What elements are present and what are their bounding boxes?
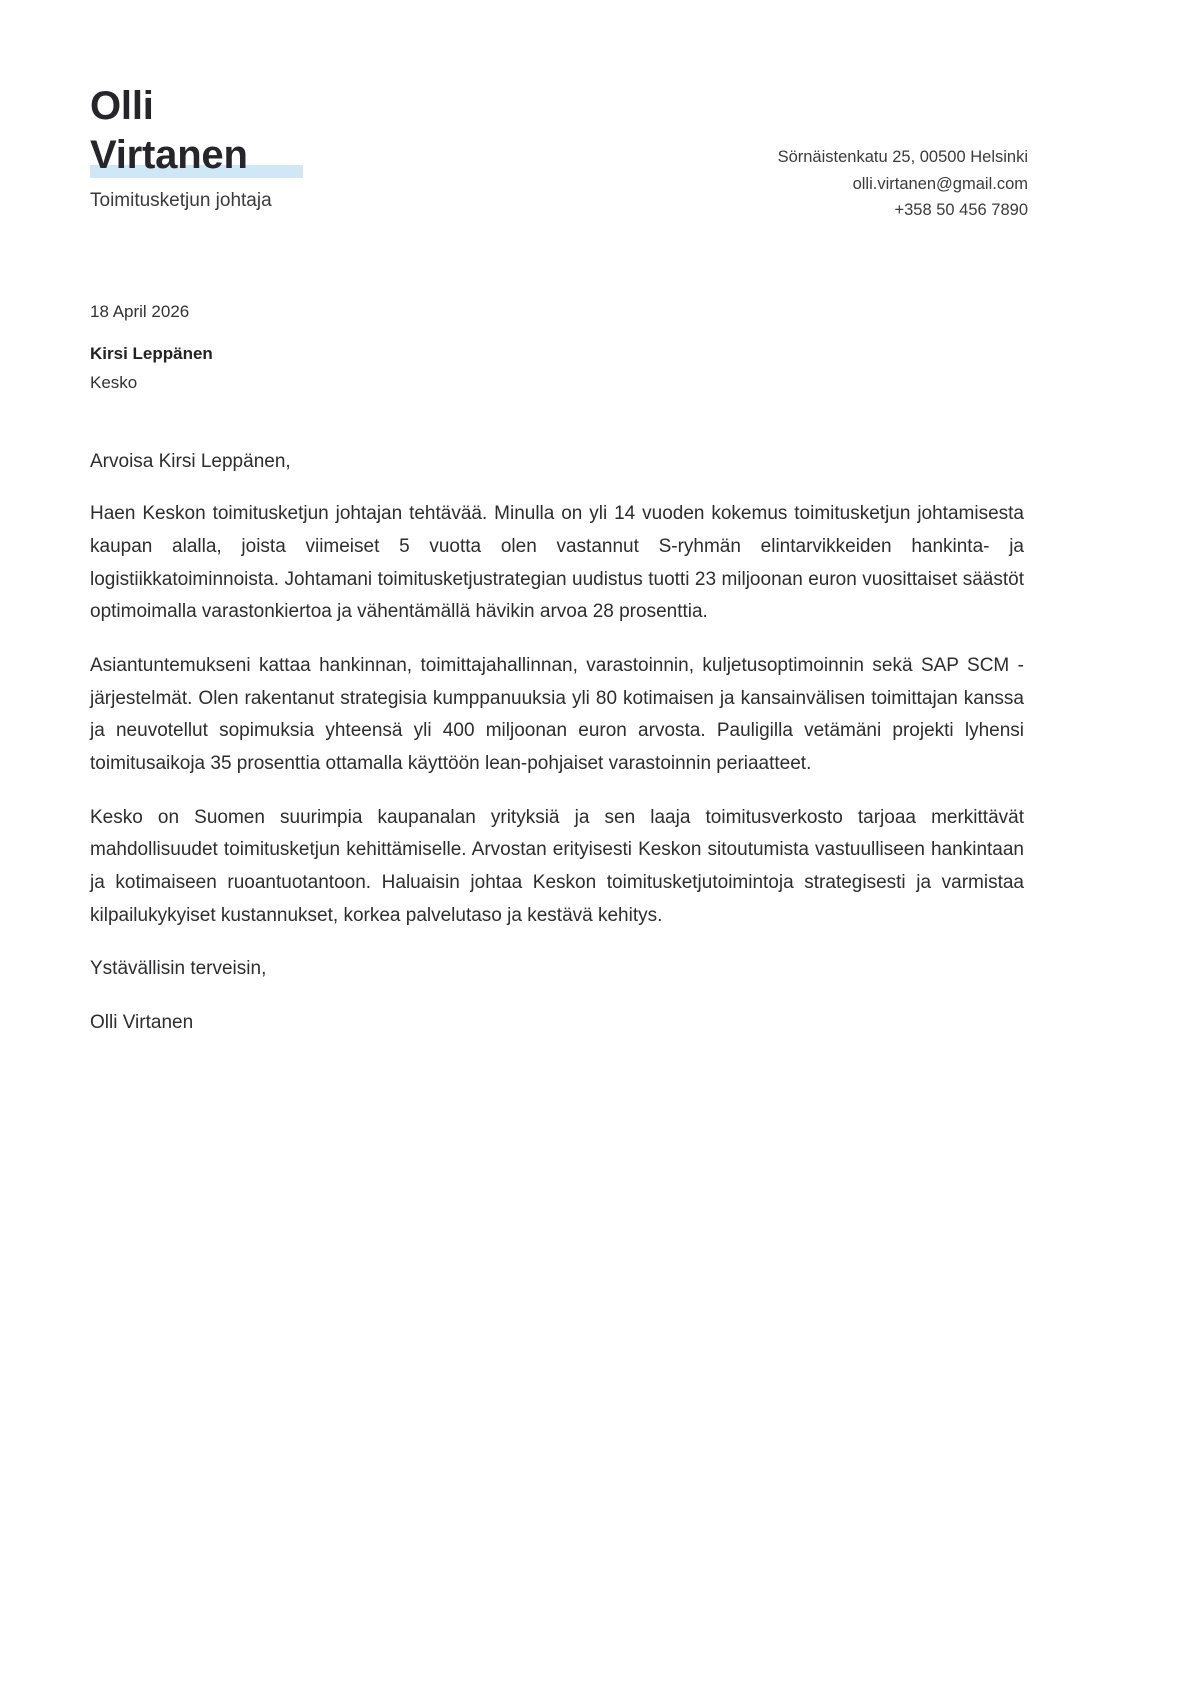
letter-header [90, 78, 1028, 224]
letter-salutation: Arvoisa Kirsi Leppänen, [90, 450, 291, 472]
letter-paragraph: Haen Keskon toimitusketjun johtajan tehtävää. Minulla on yli 14 vuoden kokemus toimitusketjun johtamisesta kaupan alalla, joista viimeiset 5 vuotta olen vastannut S-ryhmän elintarvikkeiden hankinta- ja logistiikkatoiminnoista. Johtamani toimitusketjustrategian uudistus tuotti 23 miljoonan euron vuosittaiset säästöt optimoimalla varastonkiertoa ja vähentämällä hävikin arvoa 28 prosenttia. [90, 503, 1024, 623]
contact-block [778, 78, 1028, 224]
contact-email[interactable]: olli.virtanen@gmail.com [852, 174, 1028, 193]
sender-last-name: Virtanen [90, 132, 248, 177]
sender-identity [90, 78, 272, 213]
letter-paragraph: Kesko on Suomen suurimpia kaupanalan yrityksiä ja sen laaja toimitusverkosto tarjoaa merkittävät mahdollisuudet toimitusketjun kehittämiselle. Arvostan erityisesti Keskon sitoutumista vastuulliseen hankintaan ja kotimaiseen ruoantuotantoon. Haluaisin johtaa Keskon toimitusketjutoimintoja strategisesti ja varmistaa kilpailukykyiset kustannukset, korkea palvelutaso ja kestävä kehitys. [90, 806, 1024, 926]
contact-address: Sörnäistenkatu 25, 00500 Helsinki [777, 148, 1028, 166]
letter-closing: Ystävällisin terveisin, [90, 958, 267, 980]
sender-name-block [90, 82, 248, 180]
letter-body [90, 447, 1024, 1040]
recipient-name: Kirsi Leppänen [90, 344, 213, 364]
sender-job-title: Toimitusketjun johtaja [90, 189, 272, 211]
sender-last-name-wrap [90, 131, 248, 180]
letter-paragraph: Asiantuntemukseni kattaa hankinnan, toimittajahallinnan, varastoinnin, kuljetusoptimoinnin sekä SAP SCM -järjestelmät. Olen rakentanut strategisia kumppanuuksia yli 80 kotimaisen ja kansainvälisen toimittajan kanssa ja neuvotellut sopimuksia yhteensä yli 400 miljoonan euron arvosta. Pauligilla vetämäni projekti lyhensi toimitusaikoja 35 prosenttia ottamalla käyttöön lean-pohjaiset varastoinnin periaatteet. [90, 655, 1024, 775]
letter-meta [90, 301, 1028, 395]
letter-date: 18 April 2026 [90, 302, 190, 322]
letter-signature: Olli Virtanen [90, 1012, 194, 1034]
contact-phone[interactable]: +358 50 456 7890 [894, 201, 1028, 220]
sender-first-name: Olli [90, 84, 154, 128]
recipient-company: Kesko [90, 373, 138, 393]
